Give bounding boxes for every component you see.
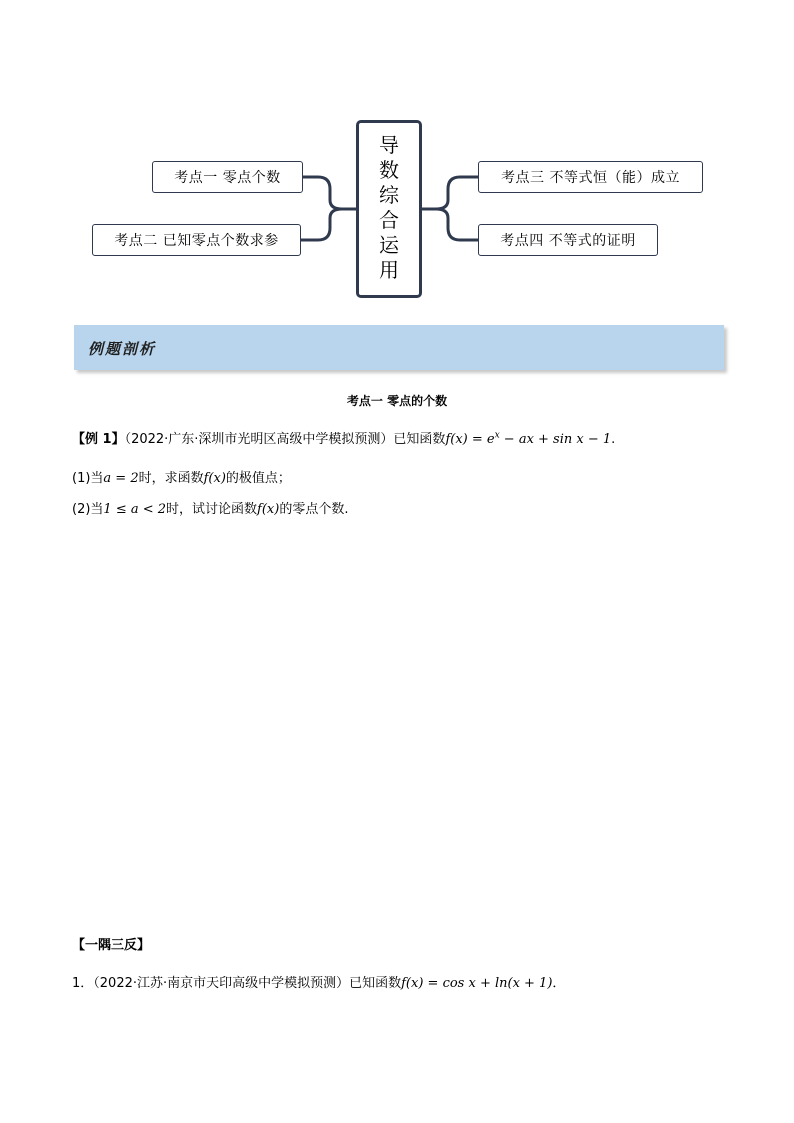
example-source: （2022·广东·深圳市光明区高级中学模拟预测）已知函数 xyxy=(124,432,446,447)
center-char: 导 xyxy=(379,133,399,157)
part-condition: a = 2 xyxy=(103,471,139,486)
example-function: f(x) = e xyxy=(445,432,495,447)
exponent: x xyxy=(494,430,500,441)
connector-right-top xyxy=(422,177,478,209)
center-char: 运 xyxy=(379,233,399,257)
part-function: f(x) xyxy=(257,502,280,517)
banner-title: 例题剖析 xyxy=(88,340,157,358)
part-function: f(x) xyxy=(203,471,226,486)
example-function-rest: − ax + sin x − 1 xyxy=(499,432,612,447)
part-text: 时，求函数 xyxy=(138,471,204,486)
part-text-end: 的零点个数. xyxy=(279,502,349,517)
section-heading: 考点一 零点的个数 xyxy=(346,394,448,408)
section-banner xyxy=(74,325,724,370)
connector-right-bottom xyxy=(436,209,478,240)
sentence-end: . xyxy=(611,432,616,447)
example-1-part-2 xyxy=(72,498,348,517)
mindmap-node-label: 考点二 已知零点个数求参 xyxy=(114,233,279,249)
practice-item-1 xyxy=(72,972,565,991)
mindmap-node-label: 考点一 零点个数 xyxy=(174,170,281,186)
part-text: 时，试讨论函数 xyxy=(166,502,258,517)
mindmap-node-label: 考点四 不等式的证明 xyxy=(500,233,636,249)
mindmap-node-topic-1 xyxy=(152,161,303,193)
part-prefix: (2)当 xyxy=(72,502,104,517)
practice-end: ． xyxy=(552,976,566,991)
mindmap-node-label: 考点三 不等式恒（能）成立 xyxy=(501,170,680,186)
practice-label: 【一隅三反】 xyxy=(72,938,151,953)
connector-left-top xyxy=(303,177,356,209)
example-1-statement xyxy=(72,428,615,447)
part-prefix: (1)当 xyxy=(72,471,104,486)
mindmap-center-title xyxy=(359,133,419,283)
mindmap-node-topic-4 xyxy=(478,224,658,256)
center-char: 合 xyxy=(379,208,399,232)
center-char: 用 xyxy=(379,258,399,282)
example-1-part-1 xyxy=(72,467,291,486)
part-text-end: 的极值点； xyxy=(225,471,291,486)
center-char: 数 xyxy=(379,158,399,182)
practice-function: f(x) = cos x + ln(x + 1) xyxy=(401,976,553,991)
center-char: 综 xyxy=(379,183,399,207)
practice-text: 1．（2022·江苏·南京市天印高级中学模拟预测）已知函数 xyxy=(72,976,402,991)
connector-left-bottom xyxy=(301,209,342,240)
example-label: 【例 1】 xyxy=(72,432,125,447)
mindmap-center-node xyxy=(356,120,422,298)
mindmap-node-topic-3 xyxy=(478,161,703,193)
mindmap-node-topic-2 xyxy=(92,224,301,256)
part-condition: 1 ≤ a < 2 xyxy=(103,502,167,517)
